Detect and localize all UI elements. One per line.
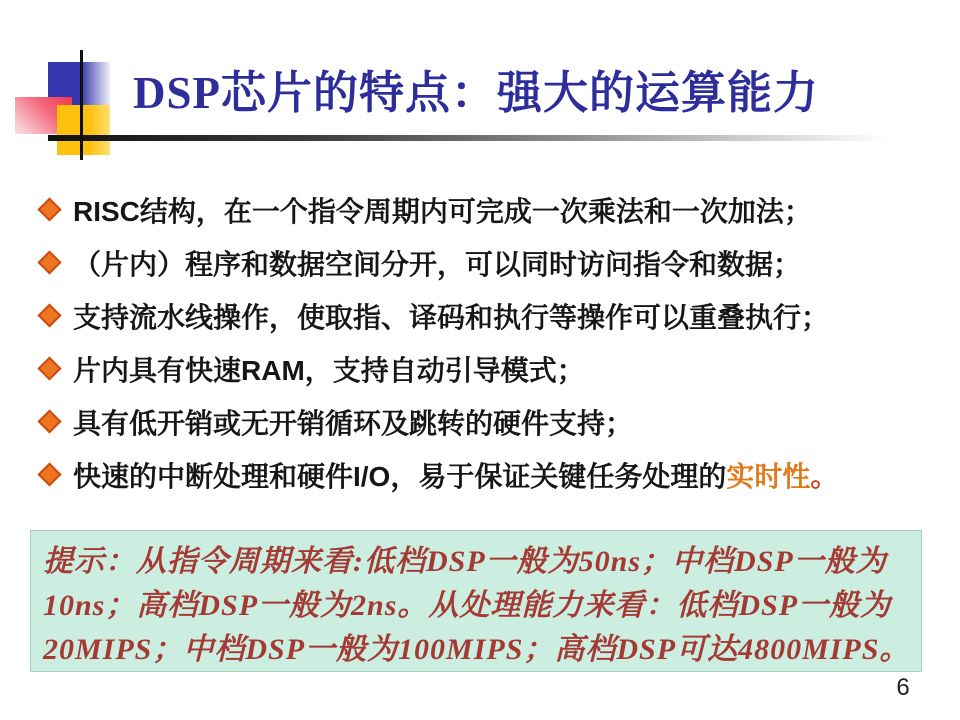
bullet-item xyxy=(36,289,936,342)
diamond-bullet-icon xyxy=(37,462,61,486)
tip-line-1: 提示：从指令周期来看:低档DSP一般为50ns；中档DSP一般为 xyxy=(43,545,887,578)
deco-yellow-square xyxy=(57,105,110,155)
page-title: DSP芯片的特点：强大的运算能力 xyxy=(133,68,820,118)
tip-line-3: 20MIPS；中档DSP一般为100MIPS；高档DSP可达4800MIPS。 xyxy=(43,633,911,666)
bullet-text: 具有低开销或无开销循环及跳转的硬件支持； xyxy=(73,407,634,439)
tip-box xyxy=(30,530,922,672)
bullet-list xyxy=(36,183,936,501)
realtime-highlight: 实时性 xyxy=(726,460,811,492)
bullet-text-prefix: 快速的中断处理和硬件I/O，易于保证关键任务处理的 xyxy=(73,460,727,492)
bullet-item xyxy=(36,183,936,236)
tip-line-2: 10ns；高档DSP一般为2ns。从处理能力来看：低档DSP一般为 xyxy=(43,589,892,622)
diamond-bullet-icon xyxy=(37,409,61,433)
title-underline-rule xyxy=(48,135,906,141)
diamond-bullet-icon xyxy=(37,303,61,327)
bullet-text: RISC结构，在一个指令周期内可完成一次乘法和一次加法； xyxy=(73,195,812,227)
bullet-item xyxy=(36,236,936,289)
bullet-text: （片内）程序和数据空间分开，可以同时访问指令和数据； xyxy=(73,248,802,280)
diamond-bullet-icon xyxy=(37,356,61,380)
bullet-text xyxy=(73,455,838,495)
page-number: 6 xyxy=(896,674,910,701)
bullet-text: 片内具有快速RAM，支持自动引导模式； xyxy=(73,354,585,386)
bullet-item xyxy=(36,342,936,395)
diamond-bullet-icon xyxy=(37,197,61,221)
bullet-item xyxy=(36,448,936,501)
bullet-item xyxy=(36,395,936,448)
deco-vertical-line xyxy=(80,50,83,160)
bullet-period: 。 xyxy=(810,460,839,492)
bullet-text: 支持流水线操作，使取指、译码和执行等操作可以重叠执行； xyxy=(73,301,830,333)
diamond-bullet-icon xyxy=(37,250,61,274)
